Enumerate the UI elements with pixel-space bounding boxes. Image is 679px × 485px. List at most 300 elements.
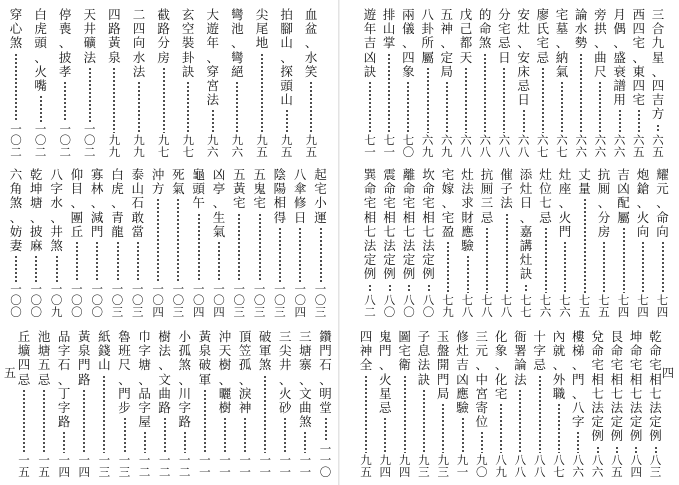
entry-title: 衙 署 論 法 [514,329,527,387]
entry-page-number: 九 七 [157,133,170,159]
right-toc-entry [538,168,554,318]
entry-title: 化 象 、 化 宅 [494,329,508,401]
entry-title: 黃 泉 破 軍 [198,329,212,387]
leader-dots [144,431,146,453]
leader-dots [365,375,367,453]
entry-page-number: 一 一 [299,453,312,479]
left-toc-entry [130,168,146,318]
right-toc-entry [416,330,432,478]
entry-title: 離 命 宅 相 七 法 定 例 [402,167,416,282]
entry-title: 炮 鎗 、 火 向 [636,167,650,239]
entry-page-number: 六 九 [421,133,434,159]
entry-page-number: 六 八 [517,133,530,159]
leader-dots [15,53,17,122]
entry-page-number: 一 〇 三 [314,281,327,319]
entry-title: 三 尖 井 、 火 砂 [279,329,292,416]
leader-dots [462,417,464,453]
leader-dots [212,109,214,133]
left-toc-entry [252,168,268,318]
entry-title: 六 角 煞 、 妨 妻 [9,167,23,254]
entry-page-number: 八 六 [591,453,604,479]
leader-dots [164,417,166,453]
right-toc-entry [648,330,664,478]
right-toc-entry [612,8,628,158]
entry-title: 宅 嫁 、 宅 盈 [441,167,455,239]
entry-page-number: 七 九 [442,293,454,319]
entry-page-number: 九 九 [108,133,121,159]
entry-page-number: 九 七 [182,133,194,159]
leader-dots [137,241,139,281]
entry-page-number: 九 五 [256,133,268,159]
entry-title: 彎 池 、 彎 絕 [231,7,244,79]
right-toc-entry [650,8,666,158]
entry-title: 巾 字 塘 、 品 字 屋 [138,329,151,430]
left-toc-entry [257,330,273,478]
left-page [0,0,339,485]
right-toc-entry [616,168,632,318]
entry-title: 乾 命 宅 相 七 法 定 例 [649,329,662,444]
right-toc-entry [493,330,509,478]
right-toc-entry [421,168,437,318]
entry-page-number: 九 四 [379,453,392,479]
entry-title: 樓 梯 、 門 、 八 字 [572,329,585,430]
entry-page-number: 六 六 [613,133,626,159]
entry-title: 大 遊 年 、 穿 宮 法 [206,7,220,108]
leader-dots [15,255,17,281]
leader-dots [539,375,541,453]
leader-dots [506,213,508,293]
right-toc-entry [499,168,515,318]
right-tier-2 [340,168,679,318]
leader-dots [236,81,238,133]
right-page-number: 四 [662,366,675,380]
left-toc-entry [303,8,319,158]
entry-title: 死 氣 [172,167,185,197]
entry-title: 泰 山 石 敢 當 [131,167,145,239]
leader-dots [561,81,563,133]
leader-dots [542,67,544,133]
entry-page-number: 九 六 [207,133,219,159]
right-toc-entry [592,8,608,158]
entry-page-number: 六 七 [556,133,568,159]
entry-page-number: 九 九 [133,133,145,159]
right-toc-entry [535,8,551,158]
entry-page-number: 一 〇 四 [294,281,306,319]
entry-title: 坎 命 宅 相 七 法 定 例 [422,167,435,282]
left-toc-entry [8,8,24,158]
leader-dots [89,67,91,122]
leader-dots [369,284,371,293]
entry-page-number: 七 四 [656,293,669,319]
leader-dots [638,109,640,133]
leader-dots [113,67,115,133]
entry-page-number: 七 六 [539,293,552,319]
leader-dots [63,431,65,453]
entry-title: 穿 心 煞 [9,7,23,51]
leader-dots [76,241,78,281]
leader-dots [655,446,657,453]
entry-title: 玉 盤 開 門 局 [436,329,450,401]
right-toc-entry [628,330,644,478]
right-toc-entry [377,330,393,478]
leader-dots [662,241,664,293]
entry-page-number: 一 一 〇 [319,441,332,479]
right-toc-entry [518,168,534,318]
entry-page-number: 九 四 [398,453,411,479]
leader-dots [603,241,605,293]
entry-page-number: 一 〇 〇 [10,281,22,319]
leader-dots [616,446,618,453]
entry-page-number: 六 八 [498,133,511,159]
right-toc-entry [596,168,612,318]
entry-page-number: 一 四 [58,453,70,479]
entry-page-number: 八 二 [364,293,376,319]
leader-dots [23,389,25,453]
left-toc-entry [96,330,112,478]
entry-page-number: 九 五 [305,133,317,159]
left-toc-entry [279,8,295,158]
leader-dots [325,417,327,441]
leader-dots [428,284,430,293]
leader-dots [310,81,312,133]
right-tier-3 [340,330,679,478]
right-toc-entry [382,168,398,318]
entry-title: 子 息 法 訣 [417,329,431,387]
leader-dots [83,389,85,453]
leader-dots [635,446,637,453]
left-toc-entry [57,8,73,158]
entry-title: 三 元 、 中 宮 寄 位 [475,329,489,430]
leader-dots [500,403,502,453]
entry-page-number: 六 八 [479,133,491,159]
entry-title: 頂 笠 孤 、 淚 神 [238,329,252,416]
leader-dots [580,53,582,133]
entry-title: 停 喪 、 披 孝 [58,7,72,79]
left-toc-entry [82,8,98,158]
left-toc-entry [297,330,313,478]
entry-page-number: 一 〇 二 [84,121,96,159]
right-toc-entry [477,8,493,158]
entry-title: 尖 尾 地 [255,7,269,51]
left-toc-entry [131,8,147,158]
entry-page-number: 一 三 [98,453,111,479]
leader-dots [404,375,406,453]
leader-dots [259,213,261,282]
right-toc-entry [532,330,548,478]
left-toc-entry [28,168,44,318]
leader-dots [177,198,179,281]
left-toc-entry [76,330,92,478]
leader-dots [427,67,429,133]
right-toc-entry [512,330,528,478]
left-toc-entry [117,330,133,478]
left-toc-entry [231,168,247,318]
left-toc-entry [56,330,72,478]
right-toc-entry [362,168,378,318]
leader-dots [103,375,105,453]
entry-title: 白 虎 頭 、 火 嘴 [34,7,47,94]
entry-page-number: 一 五 [18,453,30,479]
left-toc-entry [157,330,173,478]
right-toc-entry [516,8,532,158]
entry-page-number: 八 〇 [383,293,396,319]
entry-title: 品 字 石 、 丁 字 路 [57,329,71,430]
left-toc-entry [272,168,288,318]
right-toc-entry [381,8,397,158]
entry-title: 紙 錢 山 [98,329,111,373]
right-toc-entry [400,8,416,158]
entry-title: 排 山 掌 [382,7,396,51]
entry-page-number: 八 八 [514,453,527,479]
entry-title: 樹 法 、 文 曲 路 [158,329,171,416]
right-toc-entry [439,8,455,158]
entry-title: 灶 法 求 財 應 驗 [461,167,474,254]
entry-page-number: 一 一 [259,453,271,479]
leader-dots [279,227,281,282]
entry-title: 月 偶 、 盛 衰 譜 用 [613,7,626,108]
entry-page-number: 一 〇 四 [213,281,225,319]
entry-title: 廖 氏 宅 忌 [536,7,550,65]
right-toc-entry [458,8,474,158]
leader-dots [369,81,371,133]
left-toc-entry [277,330,293,478]
left-page-number: 五 [4,366,17,380]
entry-title: 催 子 法 [500,167,513,211]
right-toc-entry [435,330,451,478]
right-toc-entry [362,8,378,158]
leader-dots [486,227,488,293]
left-toc-entry [254,8,270,158]
entry-page-number: 七 六 [559,293,571,319]
right-toc-entry [420,8,436,158]
leader-dots [261,53,263,133]
right-toc-entry [573,8,589,158]
right-toc-entry [631,8,647,158]
entry-title: 起 宅 小 運 [314,167,327,225]
entry-page-number: 一 一 [279,453,292,479]
entry-title: 二 四 向 水 法 [132,7,146,79]
leader-dots [388,53,390,133]
leader-dots [198,213,200,282]
leader-dots [623,227,625,293]
entry-title: 抗 厠 、 分 房 [597,167,611,239]
entry-title: 拍 腳 山 、 探 頭 山 [280,7,293,108]
entry-page-number: 一 一 [219,453,231,479]
leader-dots [264,375,266,453]
entry-title: 耀 元 、 命 向 [656,167,669,239]
entry-title: 十 字 忌 [533,329,546,373]
leader-dots [163,67,165,133]
leader-dots [138,81,140,133]
left-toc-entry [8,168,24,318]
left-toc-entry [318,330,334,478]
entry-page-number: 一 〇 九 [50,281,63,319]
entry-page-number: 一 〇 二 [34,121,47,159]
entry-page-number: 七 一 [364,133,376,159]
leader-dots [284,417,286,453]
entry-title: 三 塘 寨 、 文 曲 煞 [299,329,312,430]
entry-title: 鑽 門 石 、 明 堂 [319,329,332,416]
leader-dots [40,95,42,121]
entry-title: 八 傘 修 日 [293,167,307,225]
entry-title: 陰 陽 相 得 [273,167,287,225]
entry-title: 艮 命 宅 相 七 法 定 例 [610,329,624,444]
leader-dots [519,389,521,453]
entry-title: 四 神 全 [359,329,373,373]
left-toc-entry [69,168,85,318]
leader-dots [564,241,566,293]
right-toc-entry [397,330,413,478]
entry-page-number: 八 五 [611,453,623,479]
entry-page-number: 七 五 [598,293,610,319]
entry-title: 丈 量 [578,167,591,197]
entry-title: 凶 亭 、 生 氣 [212,167,226,239]
entry-title: 遊 年 吉 凶 訣 [363,7,377,79]
left-toc-entry [33,8,49,158]
right-toc-entry [570,330,586,478]
right-toc-entry [496,8,512,158]
entry-page-number: 八 六 [572,453,585,479]
leader-dots [218,241,220,281]
entry-title: 修 灶 吉 凶 應 驗 [456,329,469,416]
entry-page-number: 六 九 [441,133,453,159]
left-toc-entry [180,8,196,158]
leader-dots [96,241,98,281]
leader-dots [389,284,391,293]
right-page [340,0,679,485]
left-toc-entry [197,330,213,478]
left-toc-entry [313,168,329,318]
entry-page-number: 六 六 [575,133,587,159]
entry-title: 破 軍 煞 [258,329,272,373]
entry-page-number: 七 八 [461,293,474,319]
right-toc-entry [455,330,471,478]
right-toc-entry [557,168,573,318]
entry-page-number: 七 〇 [402,133,415,159]
entry-page-number: 七 八 [481,293,493,319]
entry-title: 寡 林 、 減 門 [90,167,104,239]
entry-title: 白 虎 、 青 龍 [111,167,124,239]
leader-dots [446,81,448,133]
leader-dots [481,431,483,453]
leader-dots [465,67,467,133]
leader-dots [304,431,306,453]
leader-dots [35,255,37,281]
leader-dots [43,389,45,453]
entry-title: 仰 目 、 團 丘 [70,167,84,239]
leader-dots [597,446,599,453]
entry-page-number: 一 〇 〇 [71,281,83,319]
left-tier-2 [0,168,339,318]
entry-page-number: 一 一 [199,453,211,479]
right-toc-entry [551,330,567,478]
left-toc-entry [110,168,126,318]
leader-dots [224,417,226,453]
entry-page-number: 一 一 [239,453,251,479]
entry-title: 內 就 、 外 職 [552,329,566,401]
leader-dots [117,241,119,281]
entry-title: 沖 方 [151,167,165,197]
left-toc-entry [237,330,253,478]
leader-dots [244,417,246,453]
left-toc-entry [89,168,105,318]
entry-page-number: 八 〇 [422,293,435,319]
entry-title: 灶 座 、 火 門 [558,167,572,239]
entry-page-number: 一 三 [118,453,131,479]
leader-dots [157,198,159,281]
entry-title: 戊 己 都 天 [459,7,473,65]
left-toc-entry [211,168,227,318]
entry-page-number: 九 三 [418,453,430,479]
right-toc-entry [460,168,476,318]
leader-dots [503,67,505,133]
entry-page-number: 八 九 [495,453,507,479]
entry-page-number: 九 六 [231,133,244,159]
leader-dots [238,213,240,282]
entry-page-number: 一 〇 三 [253,281,266,319]
right-toc-entry [590,330,606,478]
entry-title: 乾 坤 塘 、 披 麻 [30,167,43,254]
entry-page-number: 九 一 [456,453,469,479]
entry-title: 灶 位 七 忌 [539,167,552,225]
entry-page-number: 一 二 [138,453,151,479]
entry-title: 沖 天 樹 、 曬 樹 [218,329,232,416]
leader-dots [384,417,386,453]
leader-dots [299,227,301,282]
entry-page-number: 一 〇 三 [132,281,144,319]
entry-page-number: 一 〇 三 [233,281,246,319]
right-toc-entry [474,330,490,478]
leader-dots [447,241,449,293]
entry-page-number: 六 五 [633,133,645,159]
entry-title: 龜 頭 午 [192,167,205,211]
entry-title: 抗 厠 三 忌 [480,167,494,225]
left-toc-entry [292,168,308,318]
entry-page-number: 一 四 [78,453,91,479]
entry-page-number: 一 五 [38,453,50,479]
entry-page-number: 一 〇 四 [152,281,164,319]
entry-page-number: 一 〇 三 [274,281,286,319]
left-toc-entry [36,330,52,478]
entry-title: 添 灶 日 、 嘉 講 灶 訣 [519,167,533,282]
entry-page-number: 八 八 [533,453,546,479]
entry-title: 小 孤 煞 、 川 字 路 [178,329,192,430]
leader-dots [523,109,525,133]
right-toc-entry [401,168,417,318]
leader-dots [442,403,444,453]
left-toc-entry [137,330,153,478]
left-toc-entry [156,8,172,158]
leader-dots [584,198,586,293]
entry-title: 兩 儀 、 四 象 [402,7,415,79]
left-toc-entry [150,168,166,318]
leader-dots [657,124,659,133]
entry-page-number: 七 五 [578,293,591,319]
entry-page-number: 八 七 [553,453,565,479]
entry-title: 西 四 宅 、 東 四 宅 [632,7,646,108]
right-toc-entry [440,168,456,318]
leader-dots [286,109,288,133]
entry-title: 安 灶 、 安 床 忌 日 [517,7,530,108]
entry-page-number: 一 〇 四 [192,281,205,319]
left-toc-entry [170,168,186,318]
entry-page-number: 八 四 [630,453,642,479]
entry-page-number: 七 八 [500,293,513,319]
entry-title: 旁 拱 、 曲 尺 [594,7,607,79]
entry-title: 圖 宅 衛 [398,329,411,373]
leader-dots [545,227,547,293]
entry-title: 分 宅 忌 日 [498,7,511,65]
